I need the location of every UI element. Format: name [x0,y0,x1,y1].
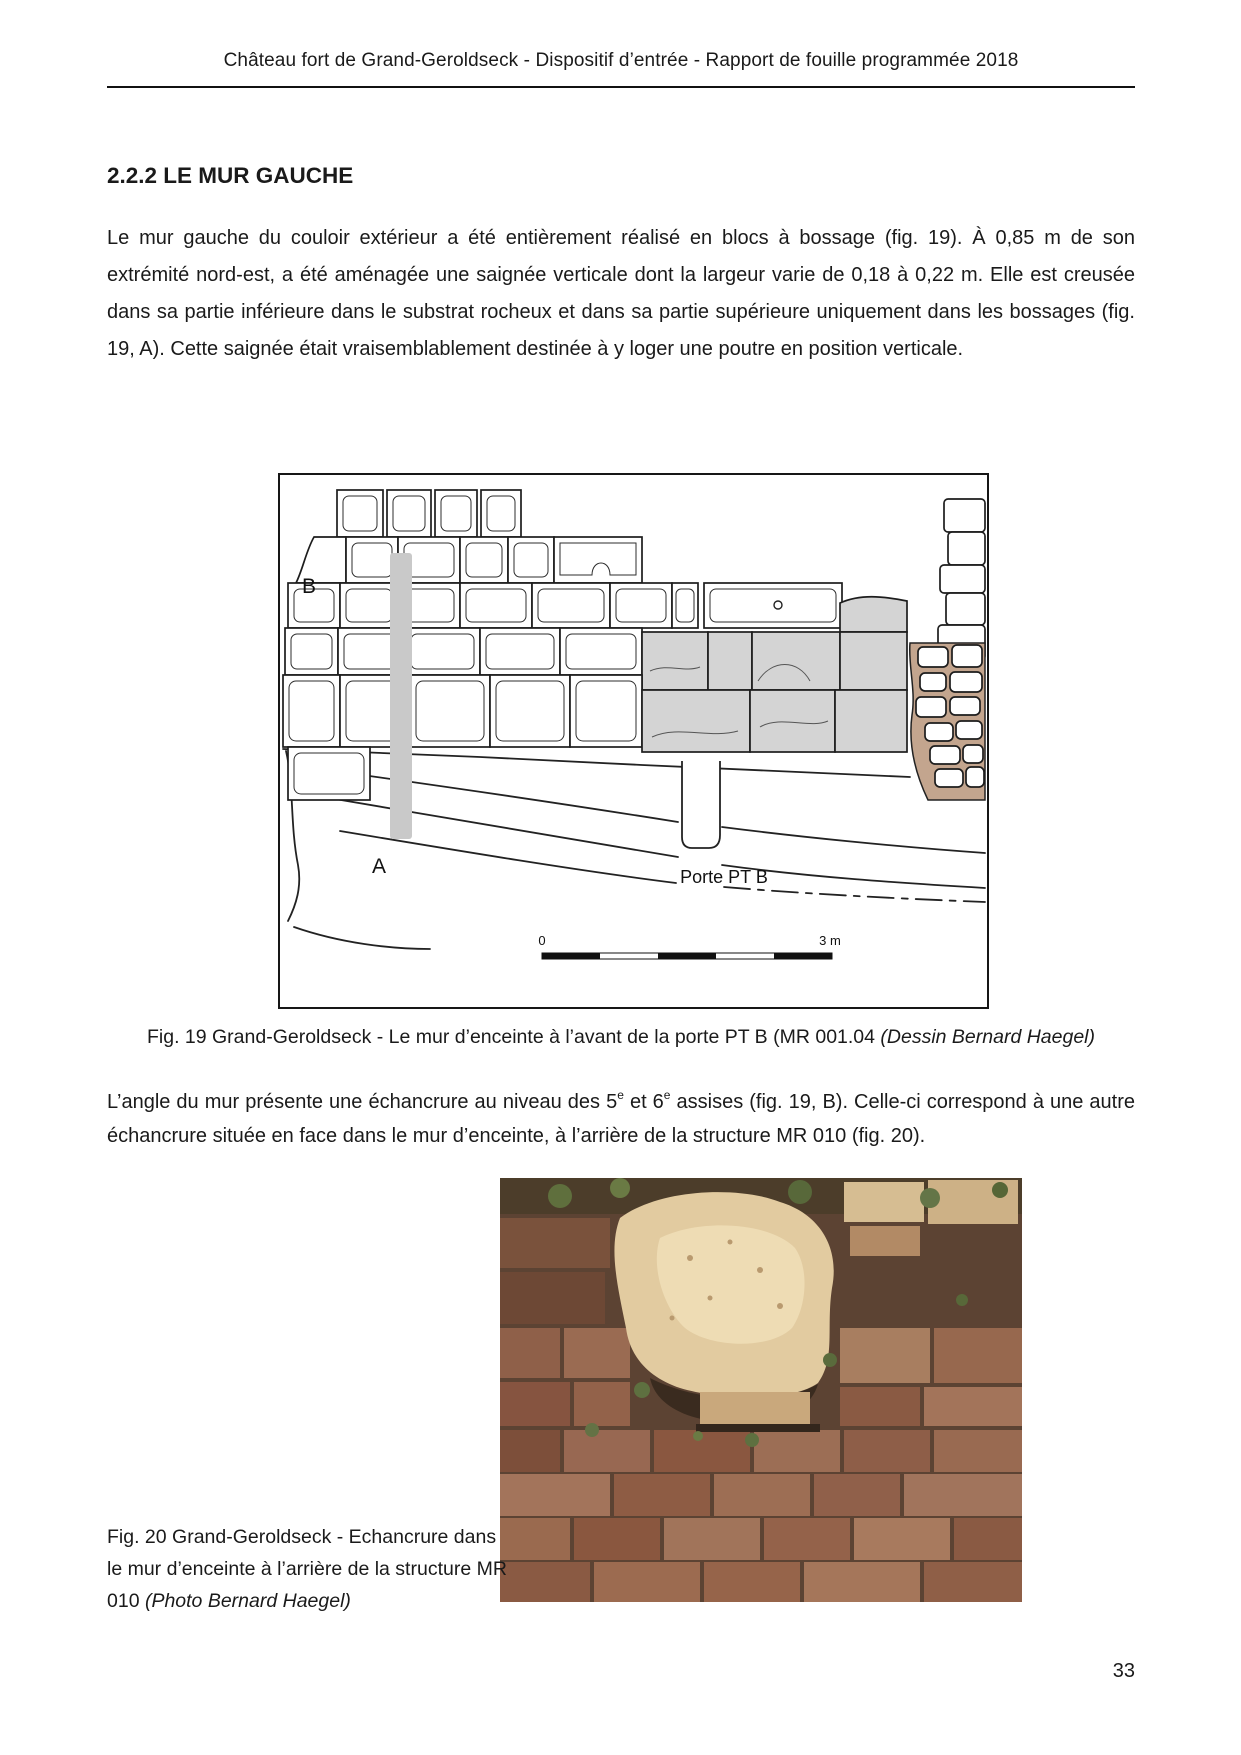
ashlar-course-3 [288,583,907,632]
paragraph-2-text: L’angle du mur présente une échancrure au niveau des 5 [107,1091,618,1113]
page-number: 33 [1112,1660,1135,1682]
figure-19-drawing [278,473,989,1009]
scale-zero-label: 0 [538,933,546,948]
paragraph-2-text: assises (fig. 19, B). Celle-ci correspond à une autre échancrure située en face dans le mur d’enceinte, à l’arrière de la structure MR 010 (fig. 20). [107,1091,1135,1147]
header-rule [107,86,1135,88]
page-header: Château fort de Grand-Geroldseck - Dispositif d’entrée - Rapport de fouille programmée 2018 [223,50,1019,71]
label-b: B [302,575,317,598]
section-heading: 2.2.2 LE MUR GAUCHE [107,163,354,188]
figure-20-caption-credit: (Photo Bernard Haegel) [144,1590,351,1612]
paragraph-2-text: et 6 [623,1091,664,1113]
superscript-e: e [617,1088,624,1102]
ashlar-course-2 [296,537,642,583]
ashlar-course-5 [283,675,907,800]
wall-elevation-drawing [280,475,987,1007]
paragraph-1: Le mur gauche du couloir extérieur a été entièrement réalisé en blocs à bossage (fig. 19). À 0,85 m de son extrémité nord-est, a été aménagée une saignée verticale dont la largeur varie de 0,18 à 0,22 m. Elle est creusée dans sa partie inférieure dans le substrat rocheux et dans sa partie supérieure uniquement dans les bossages (fig. 19, A). Cette saignée était vraisemblablement destinée à y loger une poutre en position verticale. [107,227,1135,360]
figure-19-caption-text: Fig. 19 Grand-Geroldseck - Le mur d’enceinte à l’avant de la porte PT B (MR 001.04 [146,1026,881,1048]
photo-lower-courses [500,1430,1022,1602]
figure-20-caption [107,1521,512,1617]
label-porte-pt-b: Porte PT B [680,867,768,887]
rubble-masonry [910,643,985,800]
figure-19-caption [107,1026,1135,1049]
label-a: A [372,855,387,878]
right-corner-stack [938,499,985,660]
vertical-groove [390,553,412,839]
paragraph-2 [107,1078,1135,1153]
ashlar-course-1 [337,490,521,537]
scale-max-label: 3 m [819,933,841,948]
superscript-e: e [663,1088,671,1102]
door-jamb-outline [682,761,720,848]
figure-19-caption-credit: (Dessin Bernard Haegel) [880,1026,1096,1048]
wall-photo [500,1178,1022,1602]
figure-20-photo [500,1178,1022,1602]
scale-bar [538,933,840,959]
figure-20-caption-text: Fig. 20 Grand-Geroldseck - Echancrure dans le mur d’enceinte à l’arrière de la structure MR 010 [107,1526,507,1612]
